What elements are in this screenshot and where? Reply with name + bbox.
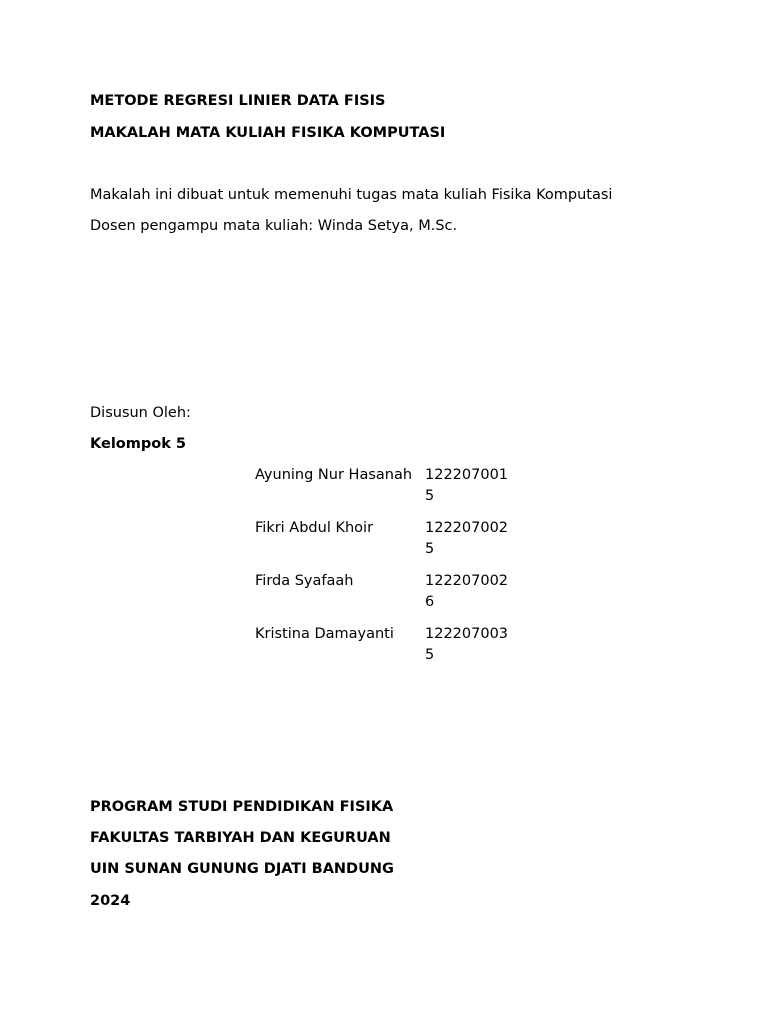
member-name: Ayuning Nur Hasanah bbox=[255, 467, 413, 483]
member-name: Firda Syafaah bbox=[255, 573, 354, 589]
member-name: Kristina Damayanti bbox=[255, 626, 394, 642]
member-row bbox=[255, 571, 555, 613]
footer-faculty: FAKULTAS TARBIYAH DAN KEGURUAN bbox=[90, 830, 391, 846]
member-nim: 1222070015 bbox=[425, 467, 509, 504]
footer-university: UIN SUNAN GUNUNG DJATI BANDUNG bbox=[90, 861, 394, 877]
member-row bbox=[255, 465, 555, 507]
footer-year: 2024 bbox=[90, 893, 131, 909]
member-nim: 1222070035 bbox=[425, 626, 509, 663]
footer-program: PROGRAM STUDI PENDIDIKAN FISIKA bbox=[90, 799, 394, 815]
group-label: Kelompok 5 bbox=[90, 436, 186, 452]
member-row bbox=[255, 518, 555, 560]
member-nim: 1222070025 bbox=[425, 520, 509, 557]
document-title: METODE REGRESI LINIER DATA FISIS bbox=[90, 93, 386, 109]
member-name: Fikri Abdul Khoir bbox=[255, 520, 374, 536]
compiled-by-label: Disusun Oleh: bbox=[90, 405, 191, 421]
document-subtitle: MAKALAH MATA KULIAH FISIKA KOMPUTASI bbox=[90, 125, 446, 141]
purpose-text: Makalah ini dibuat untuk memenuhi tugas mata kuliah Fisika Komputasi bbox=[90, 187, 613, 203]
member-row bbox=[255, 624, 555, 666]
lecturer-text: Dosen pengampu mata kuliah: Winda Setya, M.Sc. bbox=[90, 218, 458, 234]
members-table bbox=[255, 465, 555, 677]
member-nim: 1222070026 bbox=[425, 573, 509, 610]
